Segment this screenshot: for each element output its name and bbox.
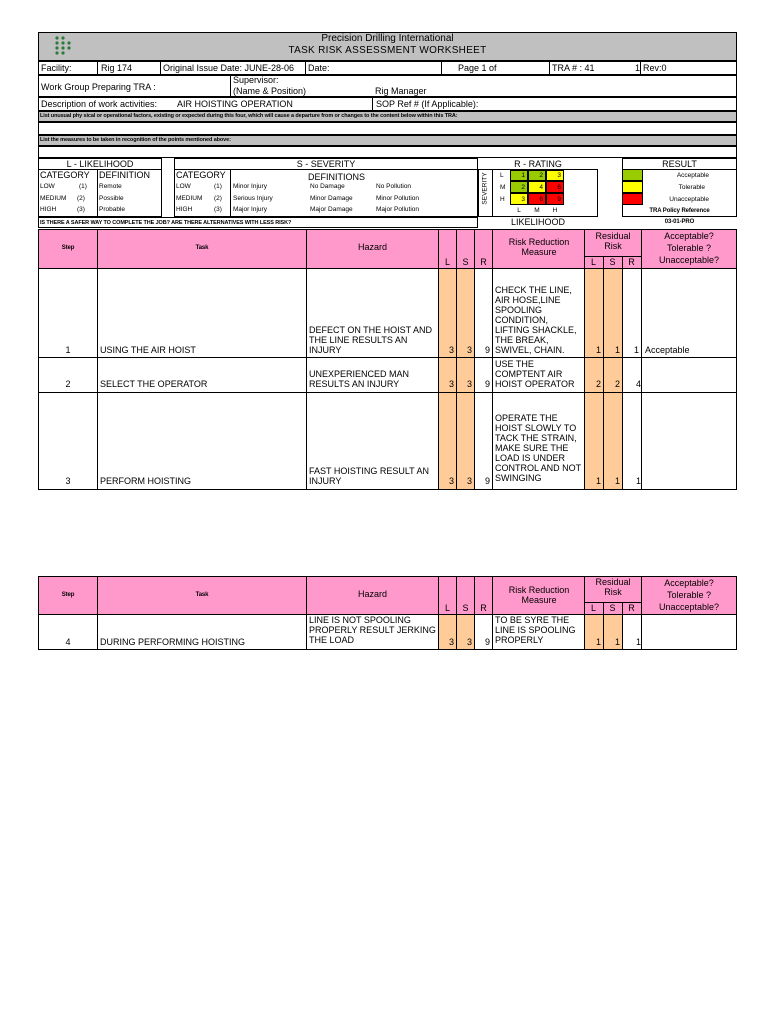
header-r: R [480,257,487,267]
page-label: Page 1 of [458,63,497,73]
row-step: 4 [65,637,71,647]
header-r-2: R [480,603,487,613]
s-low-d1: Minor Injury [233,183,267,190]
result-color-tolerable [622,181,643,193]
facility-label: Facility: [41,63,72,73]
rating-col-l: L [517,207,521,214]
likelihood-category-header: CATEGORY [40,170,90,180]
header-tolerable: Tolerable ? [666,243,712,253]
safer-note: IS THERE A SAFER WAY TO COMPLETE THE JOB? ARE THERE ALTERNATIVES WITH LESS RISK? [40,220,292,226]
rating-row-label-m: M [500,184,506,191]
row-step: 2 [65,379,71,389]
s-high-d3: Major Pollution [376,206,419,213]
row-l: 3 [448,476,454,486]
row-l: 3 [448,345,454,355]
row-step: 1 [65,345,71,355]
result-color-unacceptable [622,193,643,205]
rating-cell: 1 [510,170,528,181]
col-result-body-2 [641,614,737,650]
s-high-d2: Major Damage [310,206,353,213]
row-task: SELECT THE OPERATOR [100,379,208,389]
severity-category-header: CATEGORY [176,170,226,180]
company-name: Precision Drilling International [321,33,454,44]
row-s: 3 [466,637,472,647]
row-residual-r: 1 [636,637,642,647]
s-med-num: (2) [214,195,222,202]
result-tolerable: Tolerable [678,184,705,191]
rating-col-h: H [552,207,558,214]
tra-number: TRA # : 41 [552,63,595,73]
row-s: 3 [466,476,472,486]
rating-cell: 4 [528,181,546,193]
row-residual-r: 1 [633,345,639,355]
severity-definitions-header: DEFINITIONS [308,172,366,182]
header-l-2: L [444,603,450,613]
row-l: 3 [448,379,454,389]
s-low-cat: LOW [176,183,191,190]
l-high-num: (3) [77,206,85,213]
header-task-2: Task [195,592,209,598]
header-residual-l-2: L [590,603,596,613]
supervisor-label: Supervisor: [233,75,279,85]
l-low-cat: LOW [40,183,55,190]
row-residual-l: 1 [595,637,601,647]
s-high-cat: HIGH [176,206,193,213]
row-r: 9 [484,637,490,647]
l-low-def: Remote [99,183,122,190]
row-residual-l: 1 [595,476,601,486]
header-risk-reduction-2: Risk Reduction Measure [508,585,570,605]
blank-row-2 [38,146,737,158]
row-residual-s: 1 [614,476,620,486]
rating-row-label-l: L [500,172,504,179]
row-residual-l: 1 [595,345,601,355]
header-residual-s: S [609,257,616,267]
s-high-num: (3) [214,206,222,213]
row-step: 3 [65,476,71,486]
result-title: RESULT [662,159,697,169]
header-residual: Residual Risk [595,231,631,251]
s-low-d2: No Damage [310,183,345,190]
row-r: 9 [484,476,490,486]
facility-value: Rig 174 [101,63,133,73]
header-residual-l: L [590,257,596,267]
page-title: TASK RISK ASSESSMENT WORKSHEET [288,45,487,56]
rev-label: Rev:0 [643,63,667,73]
result-unacceptable: Unacceptable [669,196,709,203]
result-acceptable: Acceptable [676,172,709,179]
row-residual-l: 2 [595,379,601,389]
header-residual-r: R [628,257,635,267]
severity-title: S - SEVERITY [296,159,356,169]
rating-cell: 3 [510,193,528,205]
result-color-acceptable [622,169,643,181]
supervisor-sub: (Name & Position) [233,86,307,96]
s-med-cat: MEDIUM [176,195,203,202]
header-residual-2: Residual Risk [595,577,631,597]
row-task: PERFORM HOISTING [100,476,192,486]
row-hazard: UNEXPERIENCED MAN RESULTS AN INJURY [309,369,410,389]
row-hazard: FAST HOISTING RESULT AN INJURY [309,466,430,486]
header-risk-reduction: Risk Reduction Measure [508,237,570,257]
s-low-d3: No Pollution [376,183,412,190]
likelihood-axis-label: LIKELIHOOD [510,217,566,227]
supervisor-value: Rig Manager [375,86,427,96]
row-result: Acceptable [645,345,690,355]
rating-cell: 9 [546,193,564,205]
row-r: 9 [484,379,490,389]
issue-date: Original Issue Date: JUNE-28-06 [163,63,295,73]
likelihood-title: L - LIKELIHOOD [66,159,134,169]
header-step: Step [61,245,75,251]
rating-cell: 2 [528,170,546,181]
header-hazard-2: Hazard [357,589,387,599]
row-residual-r: 4 [636,379,642,389]
row-residual-s: 2 [614,379,620,389]
rating-cell: 6 [546,181,564,193]
row-hazard: DEFECT ON THE HOIST AND THE LINE RESULTS AN INJURY [309,325,433,355]
rating-cell: 6 [528,193,546,205]
s-med-d3: Minor Pollution [376,195,419,202]
row-residual-s: 1 [614,637,620,647]
row-measure: TO BE SYRE THE LINE IS SPOOLING PROPERLY [495,615,576,645]
header-s: S [462,257,469,267]
policy-reference: TRA Policy Reference [649,208,710,214]
rating-cell: 2 [510,181,528,193]
s-med-d1: Serious Injury [233,195,273,202]
description-value: AIR HOISTING OPERATION [177,99,293,109]
l-med-num: (2) [77,195,85,202]
rating-row-label-h: H [500,196,505,203]
s-med-d2: Minor Damage [310,195,353,202]
header-tolerable-2: Tolerable ? [666,590,712,600]
row-task: USING THE AIR HOIST [100,345,196,355]
row-measure: USE THE COMPTENT AIR HOIST OPERATOR [495,359,575,389]
header-unacceptable: Unacceptable? [658,255,720,265]
header-l: L [444,257,450,267]
header-residual-s-2: S [609,603,616,613]
s-high-d1: Major Injury [233,206,267,213]
header-acceptable-2: Acceptable? [664,578,714,588]
l-low-num: (1) [79,183,87,190]
s-low-num: (1) [214,183,222,190]
rating-title: R - RATING [514,159,562,169]
description-label: Description of work activities: [41,99,158,109]
rating-col-m: M [534,207,540,214]
severity-vertical-label: SEVERITY [481,172,489,205]
row-hazard: LINE IS NOT SPOOLING PROPERLY RESULT JERKING THE LOAD [309,615,436,645]
row-residual-s: 1 [614,345,620,355]
likelihood-definition-header: DEFINITION [99,170,150,180]
l-high-cat: HIGH [40,206,57,213]
date-label: Date: [308,63,330,73]
row-r: 9 [484,345,490,355]
header-task: Task [195,245,209,251]
policy-code: 03-01-PRO [664,219,695,225]
row-s: 3 [466,345,472,355]
header-step-2: Step [61,592,75,598]
measures-note: List the measures to be taken in recognition of the points mentioned above: [40,137,231,143]
row-task: DURING PERFORMING HOISTING [100,637,246,647]
rating-cell: 3 [546,170,564,181]
row-residual-r: 1 [636,476,642,486]
header-residual-r-2: R [628,603,635,613]
row-measure: OPERATE THE HOIST SLOWLY TO TACK THE STRAIN, MAKE SURE THE LOAD IS UNDER CONTROL AND NOT SWINGING [495,413,582,483]
header-acceptable: Acceptable? [664,231,714,241]
row-measure: CHECK THE LINE, AIR HOSE,LINE SPOOLING CONDITION, LIFTING SHACKLE, THE BREAK, SWIVEL, CHAIN. [495,285,577,355]
l-med-cat: MEDIUM [40,195,67,202]
blank-row-1 [38,122,737,135]
rev-number: 1 [634,63,640,73]
sop-label: SOP Ref # (If Applicable): [376,99,479,109]
row-s: 3 [466,379,472,389]
l-med-def: Possible [99,195,124,202]
col-result-body [641,268,737,490]
row-l: 3 [448,637,454,647]
header-s-2: S [462,603,469,613]
unusual-note: List unusual phy sical or operational factors, existing or expected during this four, which will cause a departure from or changes to the content below within this TRA: [40,113,458,119]
workgroup-label: Work Group Preparing TRA : [41,82,156,92]
header-unacceptable-2: Unacceptable? [658,602,720,612]
header-hazard: Hazard [357,242,387,252]
l-high-def: Probable [99,206,126,213]
